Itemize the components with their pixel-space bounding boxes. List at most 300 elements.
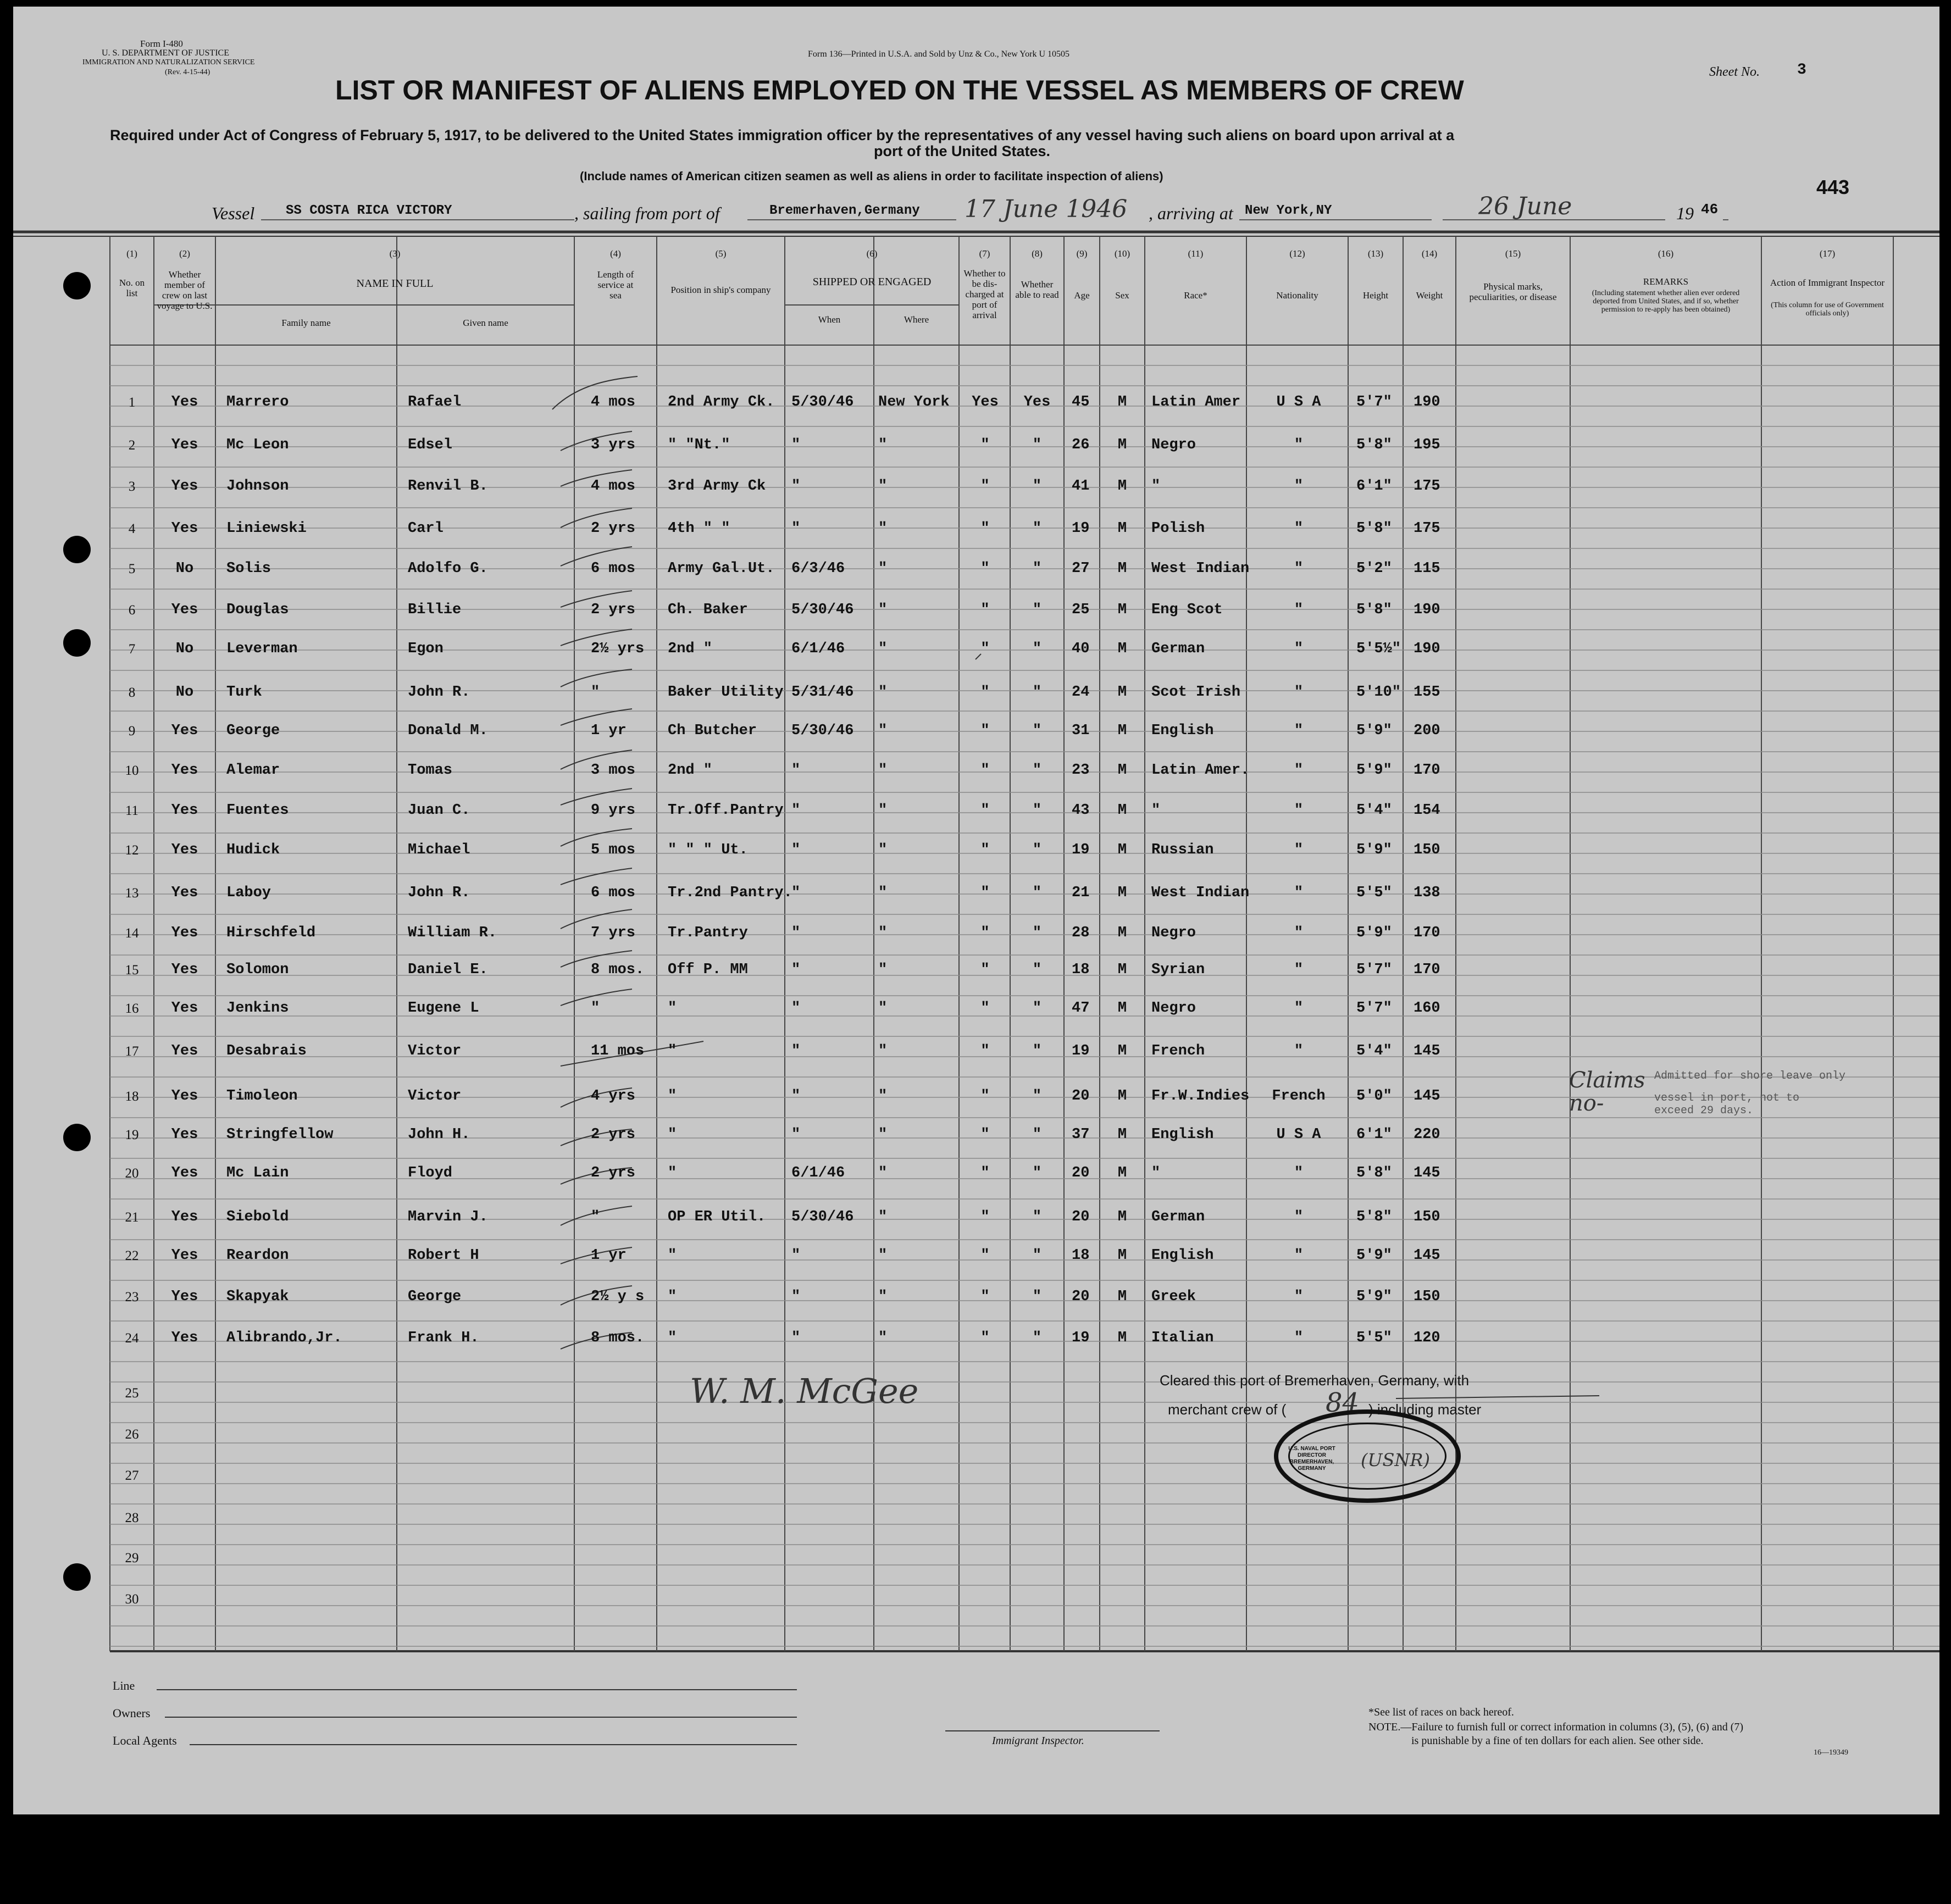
cell-weight: 200	[1414, 723, 1440, 739]
cell-nationality: "	[1294, 842, 1304, 858]
row-number: 17	[125, 1044, 139, 1059]
cell-race: Polish	[1151, 520, 1205, 537]
cell-nationality: U S A	[1276, 394, 1321, 410]
cell-race: English	[1151, 1126, 1214, 1143]
cell-weight: 170	[1414, 762, 1440, 779]
clearance-line-2a: merchant crew of (	[1168, 1401, 1287, 1418]
cell-sex: M	[1117, 394, 1127, 410]
col-4-num: (4)	[610, 248, 621, 259]
cell-nationality: "	[1294, 1330, 1304, 1346]
service-name: IMMIGRATION AND NATURALIZATION SERVICE	[82, 58, 255, 66]
cell-height: 5'7"	[1356, 1000, 1392, 1017]
cell-nationality: "	[1294, 962, 1304, 978]
cell-discharged: "	[980, 684, 990, 701]
cell-when: "	[791, 478, 801, 495]
cell-when: 5/30/46	[791, 602, 854, 618]
col-16-label: REMARKS	[1643, 276, 1689, 287]
cell-service: 6 mos	[591, 885, 636, 901]
col-15-label: Physical marks, peculiarities, or disease	[1469, 281, 1557, 302]
cell-crew: Yes	[171, 802, 198, 819]
cell-position: OP ER Util.	[668, 1209, 766, 1225]
cell-crew: Yes	[171, 1088, 198, 1104]
row-number: 18	[125, 1089, 139, 1104]
cell-where: "	[878, 437, 888, 453]
cell-height: 5'8"	[1356, 520, 1392, 537]
row-number: 11	[125, 803, 139, 818]
cell-crew: No	[175, 684, 194, 701]
row-number: 29	[125, 1551, 139, 1566]
cell-read: "	[1032, 962, 1042, 978]
cell-position: Tr.Pantry	[668, 925, 748, 941]
cell-position: Ch. Baker	[668, 602, 748, 618]
cell-crew: Yes	[171, 885, 198, 901]
row-number: 5	[128, 562, 136, 576]
cell-height: 5'9"	[1356, 925, 1392, 941]
cell-family: Reardon	[226, 1247, 289, 1264]
cell-where: "	[878, 802, 888, 819]
row-number: 19	[125, 1128, 139, 1142]
cell-sex: M	[1117, 1209, 1127, 1225]
cell-nationality: "	[1294, 1247, 1304, 1264]
cell-discharged: "	[980, 1289, 990, 1305]
row-number: 28	[125, 1511, 139, 1525]
cell-service: 7 yrs	[591, 925, 636, 941]
row-number: 4	[128, 521, 136, 536]
vessel-name: SS COSTA RICA VICTORY	[286, 203, 452, 218]
cell-sex: M	[1117, 478, 1127, 495]
col-12-num: (12)	[1289, 248, 1305, 259]
page-number: 443	[1816, 176, 1850, 198]
cell-sex: M	[1117, 1247, 1127, 1264]
cell-nationality: "	[1294, 1209, 1304, 1225]
remarks-typed-1: Admitted for shore leave only	[1654, 1070, 1846, 1083]
cell-crew: Yes	[171, 1209, 198, 1225]
cell-family: Solomon	[226, 962, 289, 978]
cell-read: "	[1032, 520, 1042, 537]
cell-given: Billie	[408, 602, 462, 618]
col-2-num: (2)	[179, 248, 190, 259]
cell-discharged: "	[980, 1088, 990, 1104]
cell-discharged: "	[980, 962, 990, 978]
cell-read: "	[1032, 1088, 1042, 1104]
cell-position: "	[668, 1289, 677, 1305]
cell-crew: Yes	[171, 1247, 198, 1264]
row-number: 27	[125, 1468, 139, 1483]
cell-when: 6/3/46	[791, 560, 845, 577]
cell-sex: M	[1117, 802, 1127, 819]
cell-where: "	[878, 962, 888, 978]
cell-race: Syrian	[1151, 962, 1205, 978]
master-signature: W. M. McGee	[690, 1371, 919, 1411]
cell-height: 5'4"	[1356, 802, 1392, 819]
col-17-label: Action of Immigrant Inspector	[1770, 277, 1885, 288]
cell-given: Daniel E.	[408, 962, 488, 978]
cell-age: 31	[1072, 723, 1090, 739]
cell-height: 5'2"	[1356, 560, 1392, 577]
cell-nationality: "	[1294, 1000, 1304, 1017]
col-3-label: NAME IN FULL	[356, 277, 434, 290]
cell-service: 8 mos.	[591, 1330, 645, 1346]
cell-position: 2nd Army Ck.	[668, 394, 775, 410]
row-number: 22	[125, 1248, 139, 1263]
cell-service: 2 yrs	[591, 602, 636, 618]
cell-where: "	[878, 1088, 888, 1104]
col-11-num: (11)	[1188, 248, 1204, 259]
cell-service: 2½ yrs	[591, 641, 645, 657]
cell-nationality: "	[1294, 802, 1304, 819]
col-5-label: Position in ship's company	[670, 285, 771, 295]
cell-height: 5'9"	[1356, 842, 1392, 858]
cell-where: "	[878, 684, 888, 701]
cell-read: "	[1032, 437, 1042, 453]
cell-discharged: "	[980, 1330, 990, 1346]
cell-crew: Yes	[171, 1000, 198, 1017]
col-2-label: Whether member of crew on last voyage to U.S.	[157, 269, 213, 311]
line-label: Line	[113, 1679, 135, 1692]
cell-given: Edsel	[408, 437, 453, 453]
col-6-when: When	[818, 314, 841, 325]
cell-discharged: Yes	[972, 394, 999, 410]
cell-where: "	[878, 1289, 888, 1305]
cell-read: "	[1032, 723, 1042, 739]
cell-discharged: "	[980, 602, 990, 618]
cell-crew: No	[175, 641, 194, 657]
cell-family: Alibrando,Jr.	[226, 1330, 342, 1346]
crew-count: 84	[1326, 1387, 1360, 1418]
row-number: 12	[125, 843, 139, 858]
cell-service: 2 yrs	[591, 520, 636, 537]
col-7-label: Whether to be dis-charged at port of arrival	[963, 268, 1006, 320]
subtitle-line-1: Required under Act of Congress of February 5, 1917, to be delivered to the United States immigration officer by the representatives of any vessel having such aliens on board upon arrival at a	[110, 127, 1455, 143]
cell-race: Scot Irish	[1151, 684, 1241, 701]
cell-race: "	[1151, 478, 1161, 495]
row-number: 3	[128, 479, 136, 494]
cell-race: Eng Scot	[1151, 602, 1223, 618]
cell-height: 5'5½"	[1356, 641, 1401, 657]
row-number: 13	[125, 886, 139, 901]
cell-age: 19	[1072, 520, 1090, 537]
cell-service: 2 yrs	[591, 1165, 636, 1181]
col-14-label: Weight	[1416, 290, 1443, 301]
cell-age: 41	[1072, 478, 1090, 495]
cell-where: "	[878, 1247, 888, 1264]
cell-given: Robert H	[408, 1247, 479, 1264]
row-number: 9	[128, 724, 136, 739]
cell-race: Russian	[1151, 842, 1214, 858]
revision: (Rev. 4-15-44)	[165, 68, 210, 76]
cell-position: Army Gal.Ut.	[668, 560, 775, 577]
cell-position: "	[668, 1000, 677, 1017]
cell-given: Renvil B.	[408, 478, 488, 495]
port-director-stamp	[1274, 1409, 1461, 1503]
cell-crew: No	[175, 560, 194, 577]
owners-label: Owners	[113, 1706, 151, 1720]
cell-given: George	[408, 1289, 462, 1305]
cell-discharged: "	[980, 1247, 990, 1264]
col-4-label: Length of service at sea	[597, 269, 634, 301]
cell-nationality: "	[1294, 560, 1304, 577]
cell-given: Michael	[408, 842, 470, 858]
cell-when: "	[791, 1330, 801, 1346]
cell-where: "	[878, 723, 888, 739]
cell-given: William R.	[408, 925, 497, 941]
cell-crew: Yes	[171, 962, 198, 978]
cell-sex: M	[1117, 962, 1127, 978]
cell-height: 5'7"	[1356, 962, 1392, 978]
cell-where: "	[878, 641, 888, 657]
cell-where: "	[878, 842, 888, 858]
cell-race: "	[1151, 1165, 1161, 1181]
row-number: 8	[128, 685, 136, 700]
cell-family: Leverman	[226, 641, 298, 657]
row-number: 26	[125, 1427, 139, 1442]
cell-race: German	[1151, 1209, 1205, 1225]
cell-when: 5/30/46	[791, 394, 854, 410]
cell-where: "	[878, 1165, 888, 1181]
cell-discharged: "	[980, 1043, 990, 1059]
row-number: 20	[125, 1166, 139, 1181]
cell-height: 5'4"	[1356, 1043, 1392, 1059]
cell-sex: M	[1117, 520, 1127, 537]
sheet-label: Sheet No.	[1709, 65, 1760, 79]
cell-given: Frank H.	[408, 1330, 479, 1346]
cell-position: 2nd "	[668, 762, 713, 779]
cell-family: Turk	[226, 684, 262, 701]
cell-when: "	[791, 802, 801, 819]
cell-discharged: "	[980, 1126, 990, 1143]
cell-race: Negro	[1151, 437, 1196, 453]
cell-age: 40	[1072, 641, 1090, 657]
cell-service: 4 mos	[591, 394, 636, 410]
cell-nationality: "	[1294, 478, 1304, 495]
cell-nationality: "	[1294, 1289, 1304, 1305]
row-number: 30	[125, 1592, 139, 1607]
cell-when: "	[791, 1088, 801, 1104]
col-11-label: Race*	[1184, 290, 1207, 301]
cell-height: 5'7"	[1356, 394, 1392, 410]
cell-service: 4 yrs	[591, 1088, 636, 1104]
cell-when: 5/31/46	[791, 684, 854, 701]
cell-where: "	[878, 520, 888, 537]
cell-given: Adolfo G.	[408, 560, 488, 577]
cell-when: 5/30/46	[791, 723, 854, 739]
cell-height: 5'0"	[1356, 1088, 1392, 1104]
cell-position: "	[668, 1043, 677, 1059]
cell-when: "	[791, 925, 801, 941]
cell-service: 8 mos.	[591, 962, 645, 978]
cell-height: 5'8"	[1356, 1209, 1392, 1225]
cell-nationality: French	[1272, 1088, 1326, 1104]
cell-age: 20	[1072, 1088, 1090, 1104]
remarks-typed-3: exceed 29 days.	[1654, 1104, 1754, 1117]
remarks-handwritten: Claims no-	[1569, 1068, 1645, 1116]
cell-age: 21	[1072, 885, 1090, 901]
cell-nationality: "	[1294, 602, 1304, 618]
cell-given: Juan C.	[408, 802, 470, 819]
cell-age: 20	[1072, 1209, 1090, 1225]
cell-age: 19	[1072, 1330, 1090, 1346]
cell-race: "	[1151, 802, 1161, 819]
cell-read: "	[1032, 1289, 1042, 1305]
cell-weight: 120	[1414, 1330, 1440, 1346]
col-16-detail: (Including statement whether alien ever ordered deported from United States, and if so, whether permission to re-apply has been obtained)	[1592, 289, 1740, 314]
subtitle-line-2: port of the United States.	[874, 143, 1051, 159]
cell-given: Carl	[408, 520, 444, 537]
cell-family: Siebold	[226, 1209, 289, 1225]
cell-where: "	[878, 925, 888, 941]
cell-family: Desabrais	[226, 1043, 307, 1059]
cell-given: Victor	[408, 1043, 462, 1059]
cell-position: "	[668, 1126, 677, 1143]
cell-weight: 220	[1414, 1126, 1440, 1143]
cell-crew: Yes	[171, 478, 198, 495]
cell-when: 5/30/46	[791, 1209, 854, 1225]
cell-read: "	[1032, 1043, 1042, 1059]
cell-weight: 145	[1414, 1247, 1440, 1264]
cell-height: 5'9"	[1356, 1289, 1392, 1305]
cell-crew: Yes	[171, 723, 198, 739]
col-6-num: (6)	[866, 248, 878, 259]
form-number: Form I-480	[140, 38, 183, 49]
cell-when: "	[791, 762, 801, 779]
cell-family: Alemar	[226, 762, 280, 779]
remarks-typed-2: vessel in port, not to	[1654, 1092, 1800, 1104]
col-5-num: (5)	[715, 248, 727, 259]
cell-nationality: U S A	[1276, 1126, 1321, 1143]
cell-age: 25	[1072, 602, 1090, 618]
cell-weight: 160	[1414, 1000, 1440, 1017]
cell-weight: 170	[1414, 962, 1440, 978]
cell-position: "	[668, 1330, 677, 1346]
cell-family: Hirschfeld	[226, 925, 316, 941]
cell-height: 5'8"	[1356, 437, 1392, 453]
cell-height: 5'10"	[1356, 684, 1401, 701]
cell-weight: 190	[1414, 602, 1440, 618]
cell-weight: 150	[1414, 1209, 1440, 1225]
stamp-signature: (USNR)	[1361, 1450, 1430, 1470]
sailing-port: Bremerhaven,Germany	[769, 203, 920, 218]
row-number: 6	[128, 603, 136, 618]
cell-height: 5'8"	[1356, 602, 1392, 618]
cell-race: French	[1151, 1043, 1205, 1059]
cell-weight: 195	[1414, 437, 1440, 453]
cell-sex: M	[1117, 1043, 1127, 1059]
cell-read: "	[1032, 802, 1042, 819]
cell-given: Egon	[408, 641, 444, 657]
form-code: 16—19349	[1814, 1748, 1848, 1757]
cell-race: West Indian	[1151, 885, 1250, 901]
cell-sex: M	[1117, 1000, 1127, 1017]
cell-age: 24	[1072, 684, 1090, 701]
cell-age: 18	[1072, 1247, 1090, 1264]
cell-race: Negro	[1151, 925, 1196, 941]
cell-position: "	[668, 1247, 677, 1264]
cell-nationality: "	[1294, 762, 1304, 779]
col-3-family: Family name	[281, 318, 331, 328]
cell-given: Rafael	[408, 394, 462, 410]
row-number: 10	[125, 763, 139, 778]
clearance-line-2b: ) including master	[1368, 1401, 1482, 1418]
stamp-text: U.S. NAVAL PORT DIRECTOR BREMERHAVEN, GERMANY	[1288, 1446, 1335, 1472]
cell-where: "	[878, 1043, 888, 1059]
arriving-label: , arriving at	[1149, 203, 1233, 223]
cell-race: English	[1151, 723, 1214, 739]
cell-where: "	[878, 1209, 888, 1225]
include-note: (Include names of American citizen seamen as well as aliens in order to facilitate inspection of aliens)	[580, 169, 1163, 183]
cell-position: " "Nt."	[668, 437, 730, 453]
cell-discharged: "	[980, 437, 990, 453]
cell-crew: Yes	[171, 762, 198, 779]
cell-discharged: "	[980, 925, 990, 941]
cell-given: Tomas	[408, 762, 453, 779]
cell-crew: Yes	[171, 394, 198, 410]
fine-note-1: NOTE.—Failure to furnish full or correct information in columns (3), (5), (6) and (7)	[1368, 1721, 1744, 1733]
col-8-label: Whether able to read	[1015, 279, 1059, 300]
cell-when: "	[791, 1000, 801, 1017]
cell-service: 1 yr	[591, 723, 627, 739]
col-10-label: Sex	[1115, 290, 1129, 301]
cell-sex: M	[1117, 1330, 1127, 1346]
cell-position: Tr.Off.Pantry	[668, 802, 784, 819]
cell-discharged: "	[980, 520, 990, 537]
cell-discharged: "	[980, 478, 990, 495]
cell-when: "	[791, 1126, 801, 1143]
cell-service: "	[591, 1000, 600, 1017]
cell-where: New York	[878, 394, 950, 410]
page-title: LIST OR MANIFEST OF ALIENS EMPLOYED ON THE VESSEL AS MEMBERS OF CREW	[335, 75, 1464, 106]
cell-sex: M	[1117, 1289, 1127, 1305]
cell-age: 45	[1072, 394, 1090, 410]
cell-service: 3 mos	[591, 762, 636, 779]
cell-service: 5 mos	[591, 842, 636, 858]
cell-crew: Yes	[171, 925, 198, 941]
cell-read: "	[1032, 602, 1042, 618]
printer-line: Form 136—Printed in U.S.A. and Sold by Unz & Co., New York U 10505	[808, 49, 1070, 59]
cell-weight: 190	[1414, 394, 1440, 410]
cell-age: 23	[1072, 762, 1090, 779]
cell-nationality: "	[1294, 1165, 1304, 1181]
cell-crew: Yes	[171, 520, 198, 537]
cell-family: Fuentes	[226, 802, 289, 819]
col-6-where: Where	[904, 314, 929, 325]
cell-read: "	[1032, 842, 1042, 858]
cell-weight: 170	[1414, 925, 1440, 941]
cell-nationality: "	[1294, 1043, 1304, 1059]
cell-height: 5'9"	[1356, 1247, 1392, 1264]
col-8-num: (8)	[1032, 248, 1043, 259]
cell-race: Latin Amer	[1151, 394, 1241, 410]
cell-nationality: "	[1294, 684, 1304, 701]
cell-height: 5'8"	[1356, 1165, 1392, 1181]
cell-age: 26	[1072, 437, 1090, 453]
cell-where: "	[878, 885, 888, 901]
cell-weight: 175	[1414, 478, 1440, 495]
inspector-label: Immigrant Inspector.	[992, 1735, 1084, 1747]
cell-age: 47	[1072, 1000, 1090, 1017]
cell-age: 20	[1072, 1165, 1090, 1181]
cell-age: 27	[1072, 560, 1090, 577]
cell-crew: Yes	[171, 1165, 198, 1181]
cell-read: "	[1032, 1330, 1042, 1346]
cell-when: "	[791, 520, 801, 537]
cell-family: Douglas	[226, 602, 289, 618]
cell-sex: M	[1117, 1088, 1127, 1104]
cell-service: 1 yr	[591, 1247, 627, 1264]
cell-when: "	[791, 962, 801, 978]
cell-where: "	[878, 478, 888, 495]
cell-crew: Yes	[171, 1126, 198, 1143]
cell-sex: M	[1117, 1165, 1127, 1181]
